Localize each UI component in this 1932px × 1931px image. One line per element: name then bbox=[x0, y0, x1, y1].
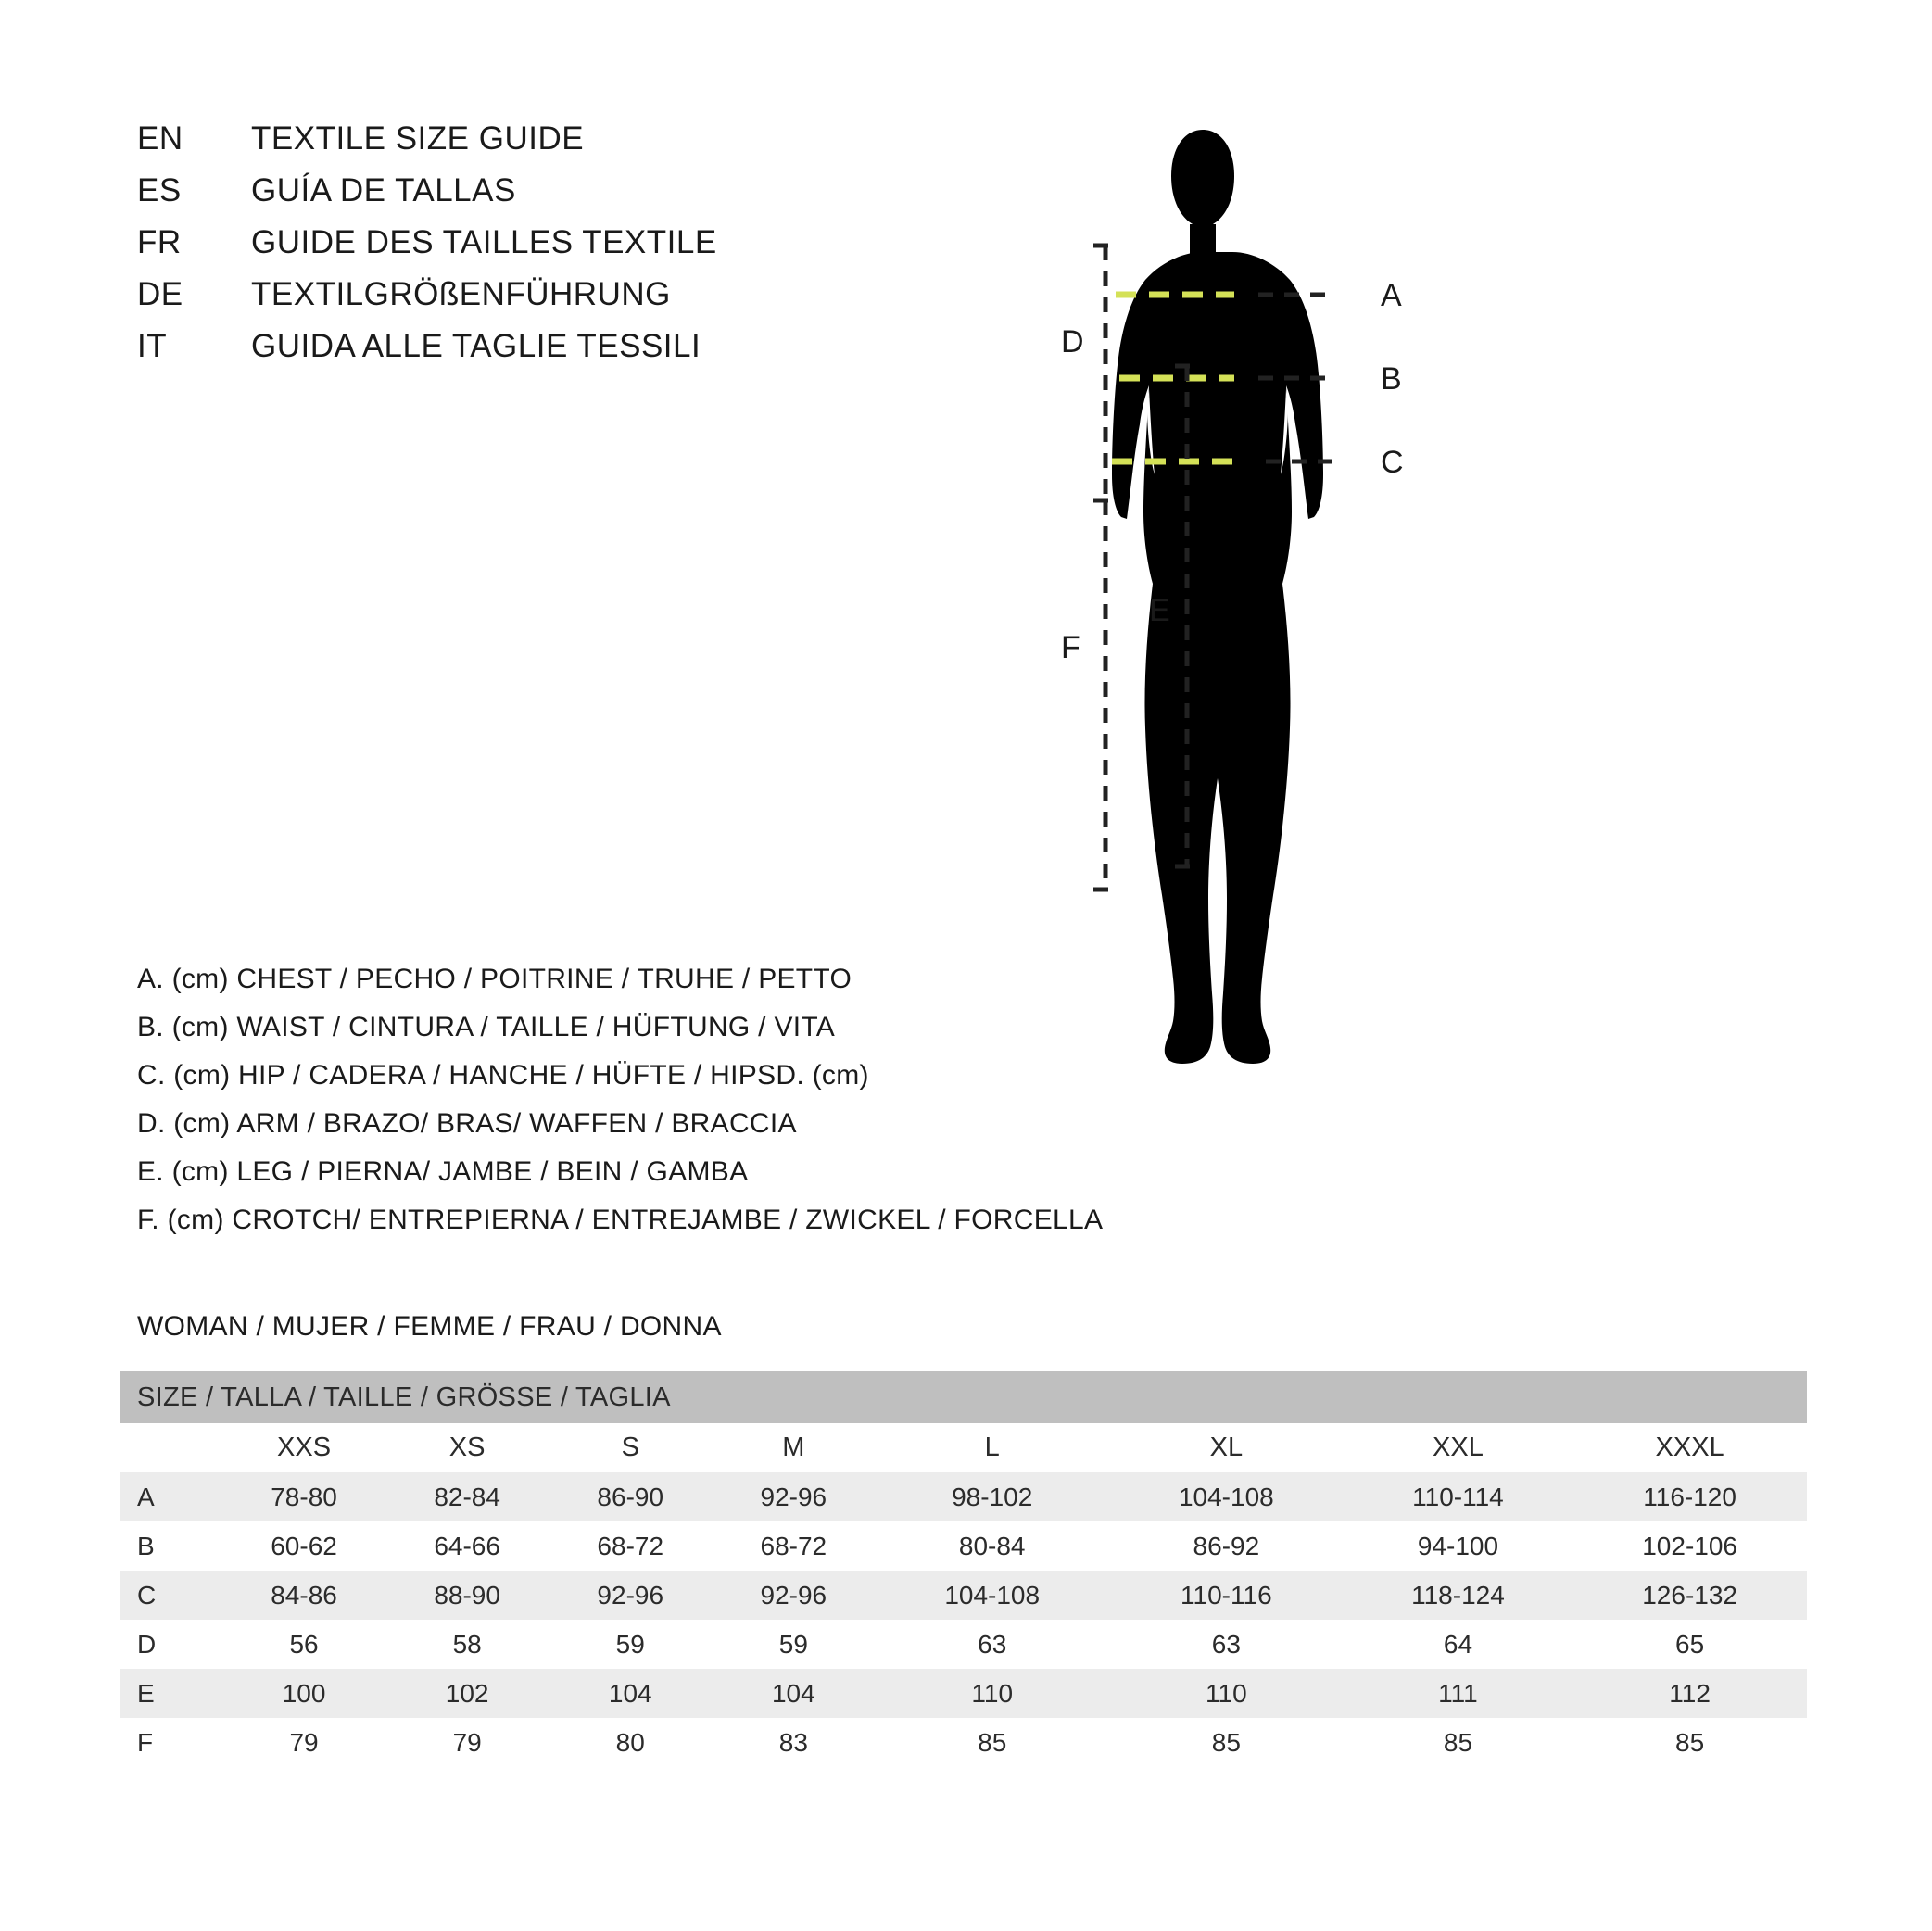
table-cell: 112 bbox=[1572, 1669, 1807, 1718]
table-cell: 78-80 bbox=[222, 1472, 385, 1521]
language-title: GUÍA DE TALLAS bbox=[251, 172, 516, 208]
language-code: EN bbox=[137, 120, 183, 157]
table-cell: 68-72 bbox=[549, 1521, 712, 1571]
row-label: C bbox=[120, 1571, 222, 1620]
table-cell: 64-66 bbox=[385, 1521, 549, 1571]
table-cell: 85 bbox=[1572, 1718, 1807, 1767]
row-label: D bbox=[120, 1620, 222, 1669]
table-row bbox=[120, 1521, 1807, 1571]
table-title: SIZE / TALLA / TAILLE / GRÖSSE / TAGLIA bbox=[120, 1371, 1807, 1423]
table-cell: 59 bbox=[712, 1620, 875, 1669]
figure-svg bbox=[1093, 56, 1863, 1223]
language-code: DE bbox=[137, 276, 183, 312]
marker-label-d: D bbox=[1061, 324, 1084, 360]
row-label: A bbox=[120, 1472, 222, 1521]
table-cell: 85 bbox=[1109, 1718, 1344, 1767]
table-cell: 68-72 bbox=[712, 1521, 875, 1571]
table-cell: 118-124 bbox=[1344, 1571, 1573, 1620]
language-title: GUIDA ALLE TAGLIE TESSILI bbox=[251, 328, 701, 364]
table-row bbox=[120, 1669, 1807, 1718]
legend-item-f: F. (cm) CROTCH/ ENTREPIERNA / ENTREJAMBE / ZWICKEL / FORCELLA bbox=[137, 1205, 1104, 1235]
table-cell: 110-116 bbox=[1109, 1571, 1344, 1620]
column-header: XXXL bbox=[1572, 1423, 1807, 1472]
marker-label-f: F bbox=[1061, 630, 1080, 665]
table-cell: 100 bbox=[222, 1669, 385, 1718]
table-cell: 63 bbox=[875, 1620, 1109, 1669]
table-cell: 94-100 bbox=[1344, 1521, 1573, 1571]
woman-silhouette-icon bbox=[1112, 130, 1323, 1064]
table-cell: 92-96 bbox=[712, 1472, 875, 1521]
language-code: FR bbox=[137, 224, 182, 260]
table-title-row bbox=[120, 1371, 1807, 1423]
table-cell: 82-84 bbox=[385, 1472, 549, 1521]
table-cell: 104-108 bbox=[1109, 1472, 1344, 1521]
language-title: GUIDE DES TAILLES TEXTILE bbox=[251, 224, 717, 260]
language-row bbox=[137, 328, 717, 380]
table-cell: 126-132 bbox=[1572, 1571, 1807, 1620]
column-header: XS bbox=[385, 1423, 549, 1472]
legend-item-d: D. (cm) ARM / BRAZO/ BRAS/ WAFFEN / BRACCIA bbox=[137, 1108, 797, 1139]
column-header: S bbox=[549, 1423, 712, 1472]
marker-label-b: B bbox=[1381, 361, 1402, 397]
table-cell: 102 bbox=[385, 1669, 549, 1718]
language-row bbox=[137, 172, 717, 224]
table-cell: 86-90 bbox=[549, 1472, 712, 1521]
table-cell: 110 bbox=[875, 1669, 1109, 1718]
table-row bbox=[120, 1718, 1807, 1767]
table-cell: 83 bbox=[712, 1718, 875, 1767]
table-row bbox=[120, 1472, 1807, 1521]
table-cell: 116-120 bbox=[1572, 1472, 1807, 1521]
language-title: TEXTILGRÖßENFÜHRUNG bbox=[251, 276, 671, 312]
column-header: XXL bbox=[1344, 1423, 1573, 1472]
table-cell: 65 bbox=[1572, 1620, 1807, 1669]
table-cell: 85 bbox=[875, 1718, 1109, 1767]
table-cell: 92-96 bbox=[712, 1571, 875, 1620]
language-title-block bbox=[137, 120, 717, 380]
column-header: M bbox=[712, 1423, 875, 1472]
table-cell: 104 bbox=[549, 1669, 712, 1718]
table-header-row bbox=[120, 1423, 1807, 1472]
size-table bbox=[120, 1371, 1807, 1767]
legend-item-e: E. (cm) LEG / PIERNA/ JAMBE / BEIN / GAMBA bbox=[137, 1156, 749, 1187]
column-header: L bbox=[875, 1423, 1109, 1472]
legend-item-b: B. (cm) WAIST / CINTURA / TAILLE / HÜFTUNG / VITA bbox=[137, 1012, 836, 1042]
table-cell: 84-86 bbox=[222, 1571, 385, 1620]
size-group-label: WOMAN / MUJER / FEMME / FRAU / DONNA bbox=[137, 1311, 722, 1342]
legend-item-a: A. (cm) CHEST / PECHO / POITRINE / TRUHE / PETTO bbox=[137, 964, 852, 994]
table-cell: 58 bbox=[385, 1620, 549, 1669]
table-cell: 92-96 bbox=[549, 1571, 712, 1620]
language-row bbox=[137, 120, 717, 172]
table-cell: 85 bbox=[1344, 1718, 1573, 1767]
column-header: XXS bbox=[222, 1423, 385, 1472]
table-cell: 98-102 bbox=[875, 1472, 1109, 1521]
language-code: ES bbox=[137, 172, 182, 208]
table-cell: 60-62 bbox=[222, 1521, 385, 1571]
marker-label-a: A bbox=[1381, 278, 1402, 313]
language-row bbox=[137, 224, 717, 276]
corner-cell bbox=[120, 1423, 222, 1472]
table-row bbox=[120, 1571, 1807, 1620]
table-cell: 79 bbox=[385, 1718, 549, 1767]
table-cell: 59 bbox=[549, 1620, 712, 1669]
language-code: IT bbox=[137, 328, 168, 364]
table-cell: 110 bbox=[1109, 1669, 1344, 1718]
marker-label-e: E bbox=[1149, 593, 1170, 628]
row-label: B bbox=[120, 1521, 222, 1571]
row-label: F bbox=[120, 1718, 222, 1767]
table-cell: 102-106 bbox=[1572, 1521, 1807, 1571]
table-cell: 110-114 bbox=[1344, 1472, 1573, 1521]
table-cell: 56 bbox=[222, 1620, 385, 1669]
table-cell: 79 bbox=[222, 1718, 385, 1767]
table-cell: 111 bbox=[1344, 1669, 1573, 1718]
column-header: XL bbox=[1109, 1423, 1344, 1472]
table-cell: 88-90 bbox=[385, 1571, 549, 1620]
table-cell: 80-84 bbox=[875, 1521, 1109, 1571]
language-row bbox=[137, 276, 717, 328]
table-cell: 86-92 bbox=[1109, 1521, 1344, 1571]
legend-item-c: C. (cm) HIP / CADERA / HANCHE / HÜFTE / HIPSD. (cm) bbox=[137, 1060, 869, 1091]
table-cell: 104 bbox=[712, 1669, 875, 1718]
language-title: TEXTILE SIZE GUIDE bbox=[251, 120, 585, 157]
row-label: E bbox=[120, 1669, 222, 1718]
table-cell: 80 bbox=[549, 1718, 712, 1767]
measurement-legend bbox=[137, 964, 1103, 1253]
table-row bbox=[120, 1620, 1807, 1669]
table-cell: 63 bbox=[1109, 1620, 1344, 1669]
size-guide-figure bbox=[1061, 56, 1863, 1223]
table-cell: 104-108 bbox=[875, 1571, 1109, 1620]
table-cell: 64 bbox=[1344, 1620, 1573, 1669]
marker-label-c: C bbox=[1381, 445, 1404, 480]
